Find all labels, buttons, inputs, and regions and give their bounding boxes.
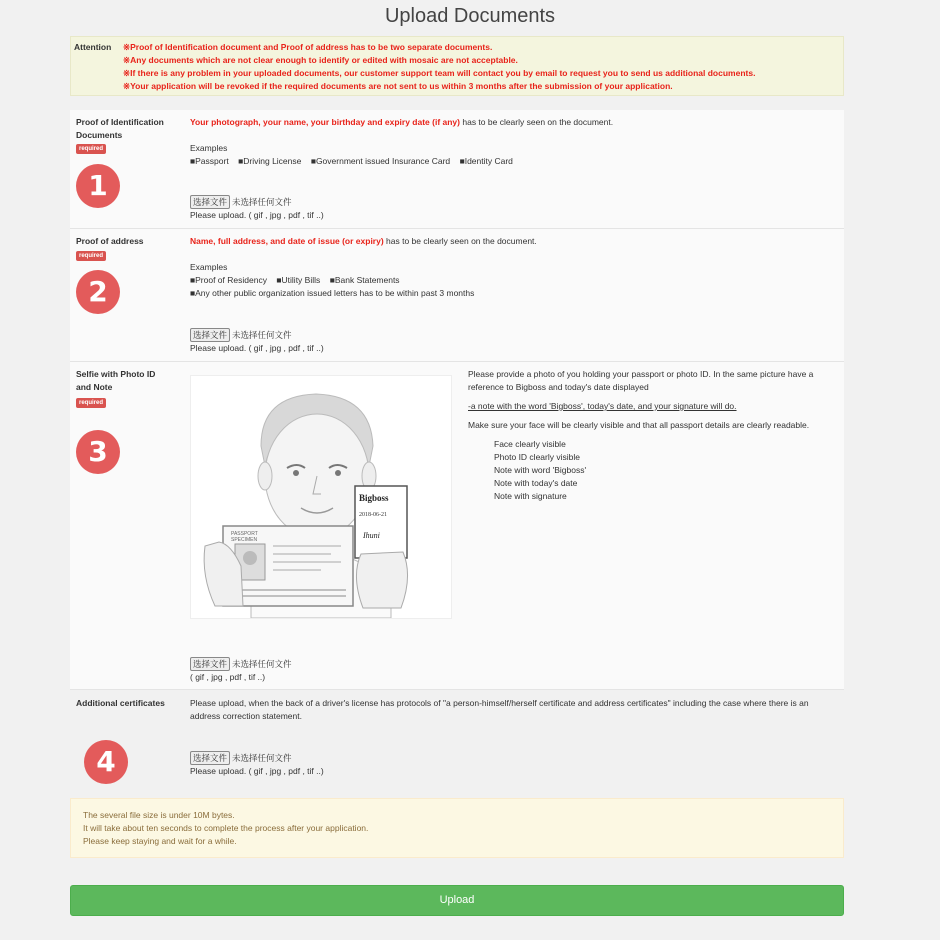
- required-badge: required: [76, 398, 106, 408]
- instruction-text: Please provide a photo of you holding your passport or photo ID. In the same picture have a reference to Bigboss and today's date displayed: [468, 369, 814, 392]
- examples-title: Examples: [190, 143, 228, 153]
- card-title: PASSPORT: [231, 531, 258, 537]
- step-number-badge: 3: [76, 430, 120, 474]
- step-number-badge: 2: [76, 270, 120, 314]
- section-label: Selfie with Photo ID and Note: [76, 369, 156, 392]
- examples-title: Examples: [190, 262, 228, 272]
- section-additional: [70, 690, 844, 786]
- choose-file-button[interactable]: 选择文件: [190, 657, 230, 671]
- attention-lines: [123, 41, 755, 93]
- requirement-rest: has to be clearly seen on the document.: [460, 117, 614, 127]
- checklist-item: Note with word 'Bigboss': [494, 465, 587, 475]
- no-file-label: 未选择任何文件: [232, 753, 292, 763]
- checklist-item: Note with today's date: [494, 478, 578, 488]
- attention-box: [70, 36, 844, 96]
- upload-button[interactable]: Upload: [70, 885, 844, 916]
- checklist-item: Note with signature: [494, 491, 567, 501]
- section-address: [70, 229, 844, 362]
- required-badge: required: [76, 251, 106, 261]
- note-bigboss-text: Bigboss: [359, 493, 389, 503]
- page-title: Upload Documents: [384, 5, 556, 27]
- choose-file-button[interactable]: 选择文件: [190, 195, 230, 209]
- info-line: It will take about ten seconds to complete the process after your application.: [83, 823, 369, 833]
- upload-hint: Please upload. ( gif , jpg , pdf , tif ..): [190, 343, 324, 353]
- upload-hint: ( gif , jpg , pdf , tif ..): [190, 672, 266, 682]
- section-label: Proof of address: [76, 236, 144, 246]
- section-label: Proof of Identification Documents: [76, 117, 164, 140]
- step-number-badge: 4: [84, 740, 128, 784]
- attention-line: ※Proof of Identification document and Proof of address has to be two separate documents.: [123, 42, 493, 52]
- checklist-item: Photo ID clearly visible: [494, 452, 580, 462]
- note-signature-text: Ihuni: [363, 531, 380, 540]
- section-identification: [70, 110, 844, 229]
- requirement-text: [190, 235, 537, 248]
- checklist-item: Face clearly visible: [494, 439, 566, 449]
- step-number-badge: 1: [76, 164, 120, 208]
- examples-list: ■Passport ■Driving License ■Government issued Insurance Card ■Identity Card: [190, 156, 513, 166]
- selfie-illustration: [191, 376, 451, 618]
- attention-line: ※If there is any problem in your uploaded documents, our customer support team will contact you by email to request you to send us additional documents.: [123, 68, 756, 78]
- no-file-label: 未选择任何文件: [232, 659, 292, 669]
- upload-hint: Please upload. ( gif , jpg , pdf , tif ..): [190, 766, 324, 776]
- attention-line: ※Your application will be revoked if the required documents are not sent to us within 3 months after the submission of your application.: [123, 81, 673, 91]
- choose-file-button[interactable]: 选择文件: [190, 751, 230, 765]
- requirement-highlight: Name, full address, and date of issue (or expiry): [190, 236, 384, 246]
- no-file-label: 未选择任何文件: [232, 197, 292, 207]
- info-line: The several file size is under 10M bytes.: [83, 810, 235, 820]
- selfie-checklist: [494, 438, 840, 503]
- requirement-rest: has to be clearly seen on the document.: [383, 236, 537, 246]
- examples-list: ■Proof of Residency ■Utility Bills ■Bank Statements: [190, 275, 400, 285]
- selfie-example-image: [190, 375, 452, 619]
- additional-description: Please upload, when the back of a driver's license has protocols of "a person-himself/herself certificate and address certificates" including the case where there is an address correction statement.: [190, 698, 809, 721]
- info-notice: [70, 798, 844, 858]
- upload-hint: Please upload. ( gif , jpg , pdf , tif ..): [190, 210, 324, 220]
- card-specimen: SPECIMEN: [231, 537, 258, 543]
- choose-file-button[interactable]: 选择文件: [190, 328, 230, 342]
- no-file-label: 未选择任何文件: [232, 330, 292, 340]
- section-label: Additional certificates: [76, 698, 165, 708]
- instruction-note: -a note with the word 'Bigboss', today's date, and your signature will do.: [468, 401, 737, 411]
- requirement-text: [190, 116, 613, 129]
- required-badge: required: [76, 144, 106, 154]
- section-selfie: [70, 362, 844, 690]
- examples-list-line2: ■Any other public organization issued letters has to be within past 3 months: [190, 288, 475, 298]
- selfie-instructions: [468, 368, 840, 503]
- attention-label: Attention: [74, 42, 112, 52]
- file-upload-address: [190, 328, 324, 353]
- file-upload-additional: [190, 751, 324, 776]
- file-upload-identification: [190, 195, 324, 220]
- requirement-highlight: Your photograph, your name, your birthday and expiry date (if any): [190, 117, 460, 127]
- file-upload-selfie: [190, 657, 292, 682]
- section-content: [190, 697, 840, 723]
- instruction-text: Make sure your face will be clearly visible and that all passport details are clearly readable.: [468, 420, 810, 430]
- section-content: [190, 235, 537, 300]
- note-date-text: 2018-06-21: [359, 512, 387, 518]
- attention-line: ※Any documents which are not clear enough to identify or edited with mosaic are not acceptable.: [123, 55, 518, 65]
- info-line: Please keep staying and wait for a while.: [83, 836, 237, 846]
- section-content: [190, 116, 613, 168]
